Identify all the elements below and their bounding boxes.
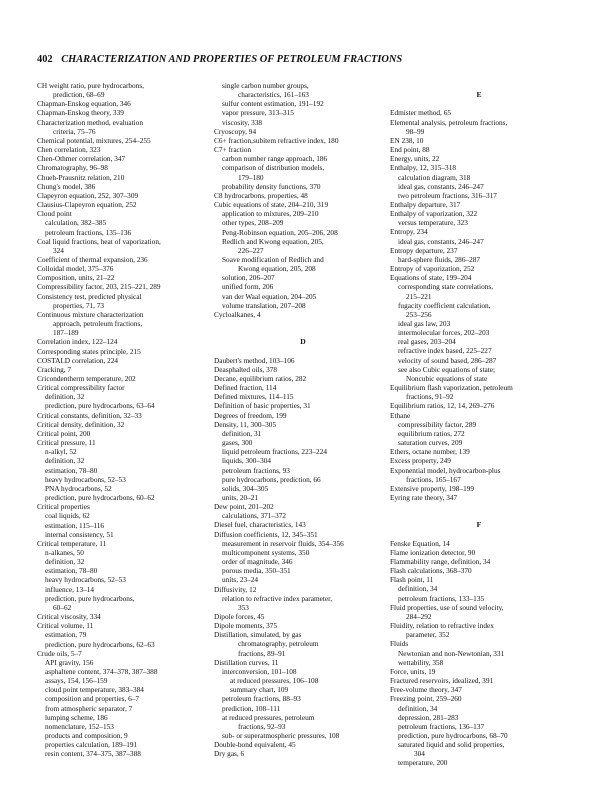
index-subentry: equilibrium ratios, 272 [398, 428, 465, 438]
index-subentry: fractions, 89–91 [238, 648, 286, 658]
index-subentry: Newtonian and non-Newtonian, 331 [398, 648, 505, 658]
index-entry: Chen-Othmer correlation, 347 [37, 154, 126, 164]
index-entry: Free-volume theory, 347 [390, 685, 462, 695]
index-subentry: calculation diagram, 318 [398, 172, 471, 182]
index-subentry: real gases, 203–204 [398, 337, 456, 347]
index-subentry: comparison of distribution models, [222, 163, 325, 173]
index-entry: Chemical potential, mixtures, 254–255 [37, 135, 151, 145]
index-column-2 [214, 81, 392, 759]
index-subentry: influence, 13–14 [45, 584, 95, 594]
index-entry: Characterization method, evaluation [37, 117, 143, 127]
spacer [390, 81, 568, 90]
index-entry: Chung's model, 386 [37, 181, 96, 191]
index-subentry: pure hydrocarbons, prediction, 66 [222, 474, 321, 484]
index-entry: Force, units, 19 [390, 666, 436, 676]
index-subentry: Noncubic equations of state [406, 373, 488, 383]
index-subentry: ideal gas law, 203 [398, 319, 451, 329]
index-entry: Entropy of vaporization, 252 [390, 264, 475, 274]
index-entry: Enthalpy, 12, 315–318 [390, 163, 457, 173]
index-entry: Definition of basic properties, 31 [214, 401, 311, 411]
index-entry: Degrees of freedom, 199 [214, 410, 287, 420]
index-subentry: hard-sphere fluids, 286–287 [398, 254, 481, 264]
index-subentry: depression, 281–283 [398, 712, 459, 722]
index-subentry: at reduced pressures, petroleum [222, 712, 315, 722]
index-subentry: saturation curves, 209 [398, 438, 463, 448]
index-subentry: fractions, 92–93 [238, 721, 286, 731]
index-entry: Energy, units, 22 [390, 154, 440, 164]
index-subentry: versus temperature, 323 [398, 218, 468, 228]
index-subentry: wettability, 358 [398, 657, 444, 667]
index-subentry: order of magnitude, 346 [222, 557, 293, 567]
index-subentry: two petroleum fractions, 316–317 [398, 190, 497, 200]
index-subentry: definition, 34 [398, 584, 438, 594]
index-entry: Composition, units, 21–22 [37, 273, 115, 283]
index-entry: Extensive property, 198–199 [390, 483, 475, 493]
index-entry: Flash calculations, 368–370 [390, 566, 472, 576]
index-subentry: petroleum fractions, 88–93 [222, 694, 301, 704]
index-subentry: characteristics, 161–163 [238, 90, 309, 100]
index-subentry: ideal gas, constants, 246–247 [398, 236, 484, 246]
index-subentry: internal consistency, 51 [45, 529, 114, 539]
index-subentry: 304 [414, 749, 425, 759]
index-subentry: 353 [238, 602, 249, 612]
index-subentry: liquid petroleum fractions, 223–224 [222, 447, 327, 457]
index-subentry: composition and properties, 6–7 [45, 694, 140, 704]
index-subentry: petroleum fractions, 133–135 [398, 593, 485, 603]
index-entry: Ethane [390, 410, 411, 420]
index-subentry: solids, 304–305 [222, 483, 269, 493]
index-subentry: units, 20–21 [222, 492, 259, 502]
index-subentry: saturated liquid and solid properties, [398, 740, 505, 750]
section-letter: D [300, 337, 306, 347]
index-subentry: Redlich and Kwong equation, 205, [222, 236, 324, 246]
spacer [390, 99, 568, 108]
index-entry: Elemental analysis, petroleum fractions, [390, 117, 508, 127]
index-entry: C7+ fraction [214, 145, 252, 155]
index-subentry: assays, 154, 156–159 [45, 676, 108, 686]
index-entry: Correlation index, 122–124 [37, 337, 118, 347]
spacer [390, 530, 568, 539]
index-subentry: summary chart, 109 [230, 685, 289, 695]
index-entry: Dew point, 201–202 [214, 502, 274, 512]
index-entry: Equilibrium flash vaporization, petroleum [390, 383, 513, 393]
index-entry: Compressibility factor, 203, 215–221, 289 [37, 282, 161, 292]
index-entry: Double-bond equivalent, 45 [214, 740, 296, 750]
index-subentry: lumping scheme, 186 [45, 712, 108, 722]
index-entry: EN 238, 10 [390, 135, 424, 145]
index-entry: Clausius-Clapeyron equation, 252 [37, 200, 137, 210]
index-entry: Defined mixtures, 114–115 [214, 392, 294, 402]
index-entry: Entropy, 234 [390, 227, 428, 237]
index-subentry: 60–62 [53, 602, 72, 612]
index-entry: Entropy departure, 237 [390, 245, 458, 255]
index-subentry: calculations, 371–372 [222, 511, 287, 521]
index-subentry: prediction, pure hydrocarbons, 63–64 [45, 401, 155, 411]
index-subentry: definition, 31 [222, 428, 262, 438]
index-entry: Fractured reservoirs, idealized, 391 [390, 676, 494, 686]
index-subentry: vapor pressure, 313–315 [222, 108, 294, 118]
index-entry: C6+ fraction,subitem refractive index, 180 [214, 135, 339, 145]
index-subentry: corresponding state correlations, [398, 282, 494, 292]
index-subentry: Soave modification of Redlich and [222, 254, 324, 264]
index-subentry: carbon number range approach, 186 [222, 154, 328, 164]
index-entry: Continuous mixture characterization [37, 309, 144, 319]
index-entry: C8 hydrocarbons, properties, 48 [214, 190, 308, 200]
index-entry: Ethers, octane number, 139 [390, 447, 470, 457]
index-subentry: approach, petroleum fractions, [53, 319, 143, 329]
index-subentry: 226–227 [238, 245, 264, 255]
index-subentry: 215–221 [406, 291, 432, 301]
index-entry: Critical viscosity, 334 [37, 612, 101, 622]
index-subentry: estimation, 115–116 [45, 520, 105, 530]
index-subentry: prediction, 68–69 [53, 90, 105, 100]
index-subentry: products and composition, 9 [45, 731, 128, 741]
index-entry: Chapman-Enskog theory, 339 [37, 108, 124, 118]
index-entry: Critical temperature, 11 [37, 538, 107, 548]
running-title: CHARACTERIZATION AND PROPERTIES OF PETROLEUM FRACTIONS [61, 54, 403, 65]
index-entry: Fluids [390, 639, 409, 649]
index-entry: Cricondentherm temperature, 202 [37, 374, 136, 383]
index-subentry: criteria, 75–76 [53, 126, 96, 136]
index-subentry: van der Waal equation, 204–205 [222, 291, 317, 301]
index-entry: Flammability range, definition, 34 [390, 557, 491, 567]
index-subentry: API gravity, 156 [45, 657, 94, 667]
index-subentry: see also Cubic equations of state; [398, 364, 496, 374]
index-entry: Critical volume, 11 [37, 621, 94, 631]
index-subentry: petroleum fractions, 135–136 [45, 227, 132, 237]
index-subentry: prediction, 108–111 [222, 703, 281, 713]
running-header [37, 54, 402, 65]
index-subentry: properties calculation, 189–191 [45, 740, 138, 750]
index-entry: Crude oils, 5–7 [37, 648, 82, 658]
index-subentry: volume translation, 207–208 [222, 300, 306, 310]
index-entry: Exponential model, hydrocarbon-plus [390, 465, 501, 475]
index-subentry: 187–189 [53, 328, 79, 338]
index-subentry: prediction, pure hydrocarbons, 62–63 [45, 639, 155, 649]
index-subentry: ideal gas, constants, 246–247 [398, 181, 484, 191]
index-entry: Excess property, 249 [390, 456, 451, 466]
section-letter: E [476, 90, 482, 100]
index-entry: Flame ionization detector, 90 [390, 547, 476, 557]
index-subentry: parameter, 352 [406, 630, 450, 640]
index-entry: Dipole moments, 375 [214, 621, 278, 631]
index-subentry: application to mixtures, 209–210 [222, 209, 319, 219]
index-subentry: at reduced pressures, 106–108 [230, 676, 319, 686]
index-subentry: definition, 34 [398, 703, 438, 713]
index-subentry: asphaltene content, 374–378, 387–388 [45, 667, 158, 676]
index-subentry: PNA hydrocarbons, 52 [45, 483, 112, 493]
index-entry: Cracking, 7 [37, 364, 72, 374]
index-subentry: prediction, pure hydrocarbons, [45, 593, 135, 603]
index-subentry: measurement in reservoir fluids, 354–356 [222, 538, 344, 548]
section-letter: F [476, 520, 482, 530]
index-subentry: 284–292 [406, 611, 432, 621]
index-entry: Diesel fuel, characteristics, 143 [214, 520, 306, 530]
index-subentry: properties, 71, 73 [53, 300, 105, 310]
index-subentry: gases, 300 [222, 438, 253, 448]
index-subentry: velocity of sound based, 286–287 [398, 355, 497, 365]
index-entry: Defined fraction, 114 [214, 383, 277, 393]
index-entry: Cloud point [37, 209, 72, 219]
index-entry: Freezing point, 259–260 [390, 694, 462, 704]
spacer [214, 319, 392, 328]
index-entry: Dry gas, 6 [214, 749, 245, 759]
index-entry: Diffusion coefficients, 12, 345–351 [214, 529, 318, 539]
index-entry: Critical density, definition, 32 [37, 419, 125, 429]
index-subentry: interconversion, 101–108 [222, 666, 297, 676]
index-subentry: petroleum fractions, 136–137 [398, 721, 485, 731]
index-entry: Chen correlation, 323 [37, 145, 101, 155]
index-entry: Dipole forces, 45 [214, 612, 265, 621]
index-entry: Enthalpy departure, 317 [390, 199, 461, 209]
index-subentry: 253–256 [406, 309, 432, 319]
index-subentry: fugacity coefficient calculation, [398, 300, 491, 310]
index-entry: Cryoscopy, 94 [214, 126, 257, 136]
index-entry: Consistency test, predicted physical [37, 291, 142, 301]
index-subentry: relation to refractive index parameter, [222, 593, 333, 603]
index-subentry: chromatography, petroleum [238, 639, 319, 649]
index-entry: Chapman-Enskog equation, 346 [37, 99, 131, 109]
index-entry: Critical pressure, 11 [37, 438, 96, 448]
index-subentry: compressibility factor, 289 [398, 419, 477, 429]
index-entry: Coal liquid fractions, heat of vaporization, [37, 236, 161, 246]
index-subentry: fractions, 165–167 [406, 474, 461, 484]
index-subentry: intermolecular forces, 202–203 [398, 328, 490, 338]
index-entry: Equilibrium ratios, 12, 14, 269–276 [390, 401, 495, 411]
index-entry: Distillation curves, 11 [214, 657, 279, 667]
index-subentry: prediction, pure hydrocarbons, 60–62 [45, 493, 155, 503]
index-subentry: sulfur content estimation, 191–192 [222, 99, 324, 109]
index-entry: Cycloalkanes, 4 [214, 309, 261, 319]
index-subentry: fractions, 91–92 [406, 392, 454, 402]
index-subentry: multicomponent systems, 350 [222, 547, 310, 557]
index-entry: Corresponding states principle, 215 [37, 346, 141, 356]
index-entry: Cubic equations of state, 204–210, 319 [214, 200, 329, 210]
index-subentry: Kwong equation, 205, 208 [238, 264, 316, 274]
spacer [214, 346, 392, 355]
spacer [390, 502, 568, 511]
index-entry: Critical constants, definition, 32–33 [37, 410, 142, 420]
index-entry: Eyring rate theory, 347 [390, 492, 458, 502]
index-subentry: units, 23–24 [222, 575, 259, 585]
index-subentry: 98–99 [406, 126, 425, 136]
index-subentry: estimation, 78–80 [45, 465, 98, 475]
index-entry: Chueh-Prausnitz relation, 210 [37, 172, 125, 182]
index-entry: Equations of state, 199–204 [390, 273, 472, 283]
index-subentry: refractive index based, 225–227 [398, 346, 492, 356]
index-subentry: definition, 32 [45, 557, 85, 567]
index-entry: Fluidity, relation to refractive index [390, 621, 494, 631]
index-entry: Flash point, 11 [390, 575, 434, 585]
index-subentry: cloud point temperature, 383–384 [45, 685, 144, 695]
page-number: 402 [37, 54, 53, 65]
index-subentry: probability density functions, 370 [222, 181, 321, 191]
index-subentry: resin content, 374–375, 387–388 [45, 749, 141, 759]
index-subentry: liquids, 300–304 [222, 456, 272, 466]
index-subentry: calculation, 382–385 [45, 218, 107, 228]
index-entry: Deasphalted oils, 378 [214, 364, 278, 374]
index-entry: Clapeyron equation, 252, 307–309 [37, 190, 139, 200]
index-subentry: porous media, 350–351 [222, 566, 291, 576]
index-entry: COSTALD correlation, 224 [37, 355, 119, 365]
index-entry: Distillation, simulated, by gas [214, 630, 302, 640]
index-entry: Enthalpy of vaporization, 322 [390, 209, 478, 219]
index-entry: Daubert's method, 103–106 [214, 355, 295, 365]
index-entry: Colloidal model, 375–376 [37, 264, 114, 274]
index-entry: Coefficient of thermal expansion, 236 [37, 254, 148, 264]
index-entry: Chromatography, 96–98 [37, 163, 108, 173]
index-subentry: n-alkyl, 52 [45, 447, 77, 457]
index-subentry: coal liquids, 62 [45, 511, 90, 521]
index-entry: Fenske Equation, 14 [390, 538, 450, 548]
index-subentry: temperature, 200 [398, 758, 448, 768]
index-subentry: nomenclature, 152–153 [45, 721, 114, 731]
index-subentry: sub- or superatmospheric pressures, 108 [222, 731, 340, 741]
index-subentry: 179–180 [238, 172, 264, 182]
spacer [214, 328, 392, 337]
index-entry: Diffusivity, 12 [214, 584, 257, 594]
index-subentry: Peng-Robinson equation, 205–206, 208 [222, 227, 338, 237]
index-entry: Critical point, 200 [37, 428, 91, 438]
index-entry: Fluid properties, use of sound velocity, [390, 602, 504, 612]
index-entry: Edmister method, 65 [390, 108, 452, 118]
index-column-3 [390, 81, 568, 768]
index-subentry: unified form, 206 [222, 282, 274, 292]
index-column-1 [37, 81, 215, 759]
index-entry: Critical compressibility factor [37, 383, 125, 393]
index-subentry: estimation, 78–80 [45, 566, 98, 576]
index-entry: Density, 11, 300–305 [214, 419, 277, 429]
index-subentry: estimation, 79 [45, 630, 87, 640]
index-subentry: heavy hydrocarbons, 52–53 [45, 575, 126, 585]
index-entry: CH weight ratio, pure hydrocarbons, [37, 81, 144, 90]
index-subentry: n-alkanes, 50 [45, 547, 84, 557]
index-subentry: solution, 206–207 [222, 273, 275, 283]
index-entry: End point, 88 [390, 145, 430, 155]
index-subentry: 324 [53, 245, 64, 255]
index-subentry: from atmospheric separator, 7 [45, 703, 133, 713]
index-entry: Critical properties [37, 502, 90, 512]
index-entry: Decane, equilibrium ratios, 282 [214, 373, 307, 383]
index-subentry: other types, 208–209 [222, 218, 284, 228]
index-subentry: petroleum fractions, 93 [222, 465, 290, 475]
index-subentry: definition, 32 [45, 392, 85, 402]
index-subentry: heavy hydrocarbons, 52–53 [45, 474, 126, 484]
index-subentry: prediction, pure hydrocarbons, 68–70 [398, 730, 508, 740]
index-subentry: definition, 32 [45, 456, 85, 466]
index-subentry: viscosity, 338 [222, 117, 263, 127]
index-subentry: single carbon number groups, [222, 81, 309, 90]
spacer [390, 511, 568, 520]
